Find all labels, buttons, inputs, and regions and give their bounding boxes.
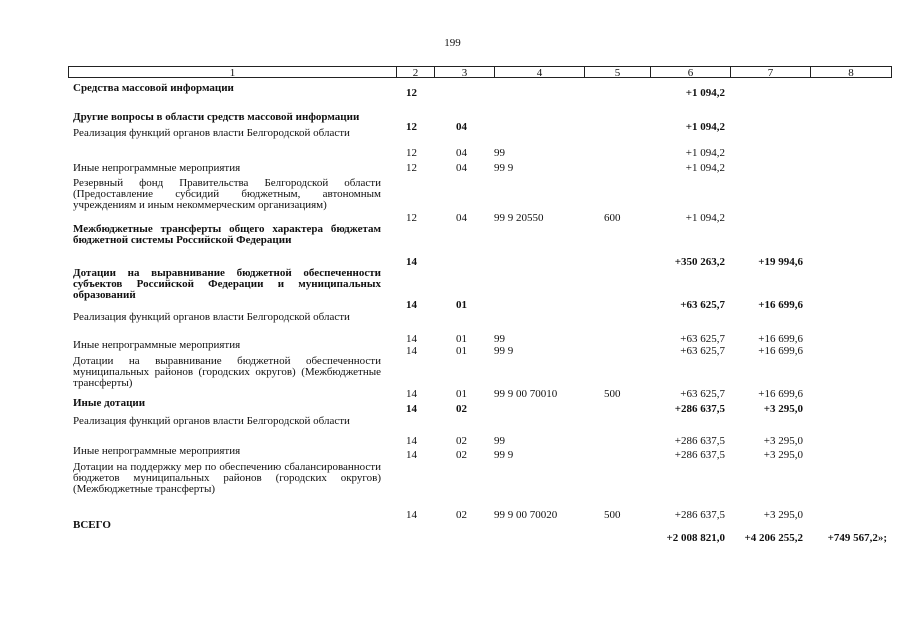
cell-c3: 01 (456, 345, 467, 357)
cell-c2: 14 (406, 435, 417, 447)
row-name: Иные непрограммные мероприятия (73, 339, 241, 351)
cell-c5: 600 (604, 212, 621, 224)
cell-c6: +63 625,7 (680, 388, 725, 400)
cell-c6: +2 008 821,0 (666, 532, 725, 544)
cell-c6: +1 094,2 (685, 121, 725, 133)
cell-c7: +3 295,0 (763, 435, 803, 447)
cell-c3: 04 (456, 147, 467, 159)
cell-c4: 99 (494, 333, 505, 345)
row-name: Реализация функций органов власти Белгородской области (73, 311, 350, 323)
cell-c3: 04 (456, 162, 467, 174)
cell-c2: 12 (406, 87, 417, 99)
row-name: Средства массовой информации (73, 82, 234, 94)
cell-c6: +286 637,5 (674, 403, 725, 415)
cell-c3: 02 (456, 435, 467, 447)
row-name: Резервный фонд Правительства Белгородской области (Предоставление субсидий бюджетным, автономным учреждениям и иным некоммерческим организациям) (73, 177, 381, 211)
cell-c4: 99 9 00 70010 (494, 388, 558, 400)
cell-c5: 500 (604, 388, 621, 400)
cell-c2: 12 (406, 212, 417, 224)
row-name: Межбюджетные трансферты общего характера бюджетам бюджетной системы Российской Федерации (73, 223, 381, 246)
cell-c3: 02 (456, 403, 467, 415)
cell-c5: 500 (604, 509, 621, 521)
cell-c3: 01 (456, 333, 467, 345)
header-col-3: 3 (434, 66, 494, 78)
cell-c2: 12 (406, 121, 417, 133)
cell-c7: +3 295,0 (763, 509, 803, 521)
cell-c2: 14 (406, 509, 417, 521)
cell-c4: 99 9 00 70020 (494, 509, 558, 521)
cell-c3: 02 (456, 509, 467, 521)
cell-c6: +286 637,5 (674, 435, 725, 447)
row-name: Дотации на поддержку мер по обеспечению сбалансированности бюджетов муниципальных районов (городских округов) (Межбюджетные трансферты) (73, 461, 381, 495)
cell-c6: +63 625,7 (680, 345, 725, 357)
header-col-5: 5 (584, 66, 650, 78)
row-name: Иные дотации (73, 397, 146, 409)
cell-c2: 14 (406, 256, 417, 268)
cell-c4: 99 (494, 435, 505, 447)
cell-c2: 14 (406, 299, 417, 311)
row-name: Дотации на выравнивание бюджетной обеспеченности субъектов Российской Федерации и муниципальных образований (73, 267, 381, 301)
cell-c2: 14 (406, 449, 417, 461)
cell-c6: +1 094,2 (685, 162, 725, 174)
header-col-7: 7 (730, 66, 810, 78)
cell-c7: +4 206 255,2 (744, 532, 803, 544)
cell-c4: 99 9 (494, 345, 514, 357)
header-col-6: 6 (650, 66, 730, 78)
cell-c6: +286 637,5 (674, 509, 725, 521)
row-name: Иные непрограммные мероприятия (73, 445, 241, 457)
cell-c6: +63 625,7 (680, 333, 725, 345)
row-name: Дотации на выравнивание бюджетной обеспеченности муниципальных районов (городских округов) (Межбюджетные трансферты) (73, 355, 381, 389)
cell-c3: 04 (456, 121, 467, 133)
cell-c2: 14 (406, 388, 417, 400)
row-name: ВСЕГО (73, 519, 111, 531)
header-col-1: 1 (68, 66, 396, 78)
cell-c7: +3 295,0 (763, 403, 803, 415)
cell-c7: +16 699,6 (758, 299, 803, 311)
cell-c6: +350 263,2 (674, 256, 725, 268)
cell-c6: +1 094,2 (685, 87, 725, 99)
cell-c6: +286 637,5 (674, 449, 725, 461)
cell-c4: 99 9 20550 (494, 212, 544, 224)
cell-c4: 99 9 (494, 162, 514, 174)
cell-c2: 12 (406, 162, 417, 174)
cell-c7: +16 699,6 (758, 333, 803, 345)
cell-c7: +3 295,0 (763, 449, 803, 461)
cell-c3: 04 (456, 212, 467, 224)
cell-c2: 12 (406, 147, 417, 159)
cell-c7: +16 699,6 (758, 388, 803, 400)
cell-c7: +19 994,6 (758, 256, 803, 268)
row-name: Иные непрограммные мероприятия (73, 162, 241, 174)
row-name: Реализация функций органов власти Белгородской области (73, 415, 350, 427)
cell-c7: +16 699,6 (758, 345, 803, 357)
cell-c2: 14 (406, 333, 417, 345)
cell-c3: 01 (456, 299, 467, 311)
header-col-8: 8 (810, 66, 892, 78)
cell-c2: 14 (406, 345, 417, 357)
cell-c6: +1 094,2 (685, 212, 725, 224)
header-col-2: 2 (396, 66, 434, 78)
row-name: Реализация функций органов власти Белгородской области (73, 127, 350, 139)
row-name: Другие вопросы в области средств массовой информации (73, 111, 360, 123)
cell-c8: +749 567,2»; (827, 532, 887, 544)
header-col-4: 4 (494, 66, 584, 78)
cell-c6: +1 094,2 (685, 147, 725, 159)
page-number: 199 (444, 37, 461, 49)
cell-c4: 99 9 (494, 449, 514, 461)
cell-c4: 99 (494, 147, 505, 159)
cell-c3: 02 (456, 449, 467, 461)
cell-c3: 01 (456, 388, 467, 400)
cell-c2: 14 (406, 403, 417, 415)
cell-c6: +63 625,7 (680, 299, 725, 311)
